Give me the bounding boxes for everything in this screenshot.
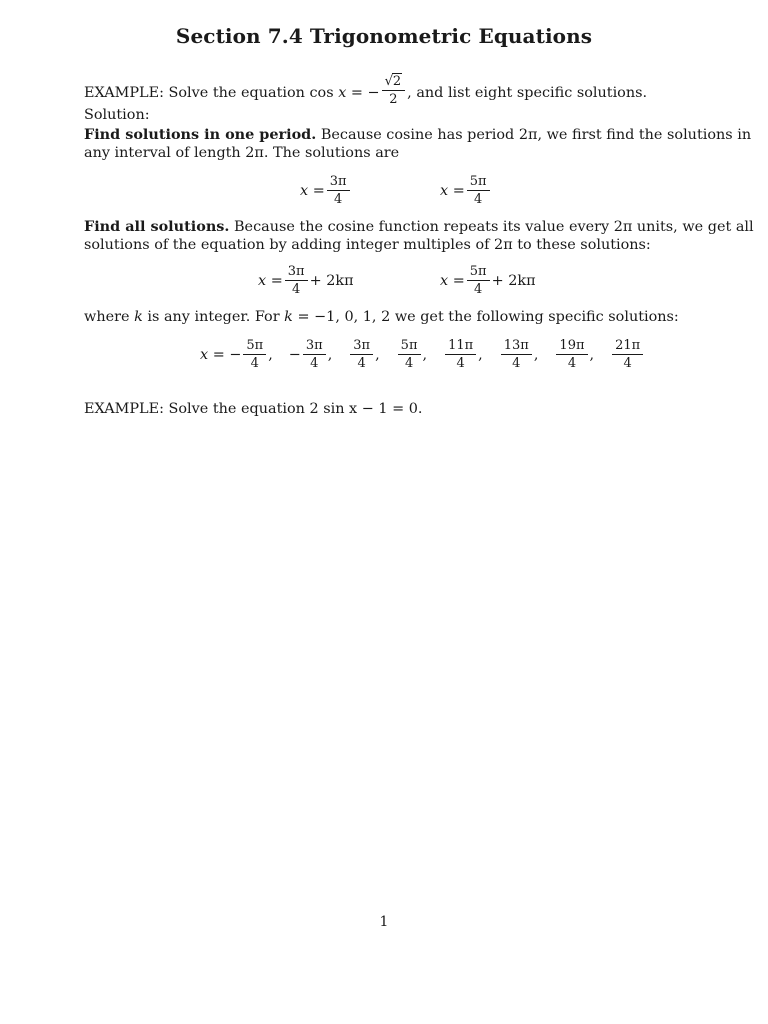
example-1-prefix: EXAMPLE: Solve the equation cos (84, 85, 334, 101)
solution-fraction (612, 338, 643, 371)
solution-fraction (556, 338, 587, 371)
solution-separator: , (589, 346, 595, 363)
fraction-numerator: 5π (467, 174, 490, 191)
fraction-denominator: 4 (474, 282, 483, 297)
fraction-denominator: 4 (404, 356, 414, 371)
k-var: k (284, 309, 293, 325)
period-solution-1 (300, 174, 352, 207)
fraction-denominator: 4 (512, 356, 521, 371)
fraction-denominator: 4 (334, 192, 343, 207)
period-solution-2 (440, 174, 492, 207)
solution-fraction (285, 264, 308, 297)
para-1-text-1: Because cosine has period 2π, we first find the solutions in (316, 127, 752, 143)
solution-fraction (243, 338, 266, 371)
solution-separator: , (327, 346, 333, 363)
fraction-denominator: 4 (310, 356, 319, 371)
specific-solution (396, 338, 427, 371)
where-text-part: is any integer. For (142, 309, 285, 325)
specific-solution (610, 338, 645, 371)
fraction-numerator: 3π (285, 264, 308, 281)
solution-separator: , (422, 346, 428, 363)
fraction-numerator: 13π (501, 338, 532, 355)
fraction-numerator: 5π (398, 338, 421, 355)
solution-separator: , (268, 346, 273, 363)
fraction-numerator: 21π (612, 338, 643, 355)
para-1-line-1 (84, 126, 752, 144)
para-1-line-2: any interval of length 2π. The solutions are (84, 145, 400, 161)
solution-lhs: x = (440, 182, 465, 199)
specific-solution (348, 338, 379, 371)
fraction-denominator: 2 (389, 92, 398, 107)
fraction-numerator: 5π (467, 264, 490, 281)
fraction-numerator: 3π (327, 174, 350, 191)
solution-fraction (350, 338, 373, 371)
specific-solution (443, 338, 483, 371)
specific-solution (241, 338, 272, 371)
fraction-denominator: 4 (623, 356, 632, 371)
fraction-denominator: 4 (456, 356, 465, 371)
sqrt-radicand: 2 (392, 74, 402, 89)
solution-sign: − (288, 346, 301, 363)
solution-separator: , (478, 346, 483, 363)
fraction-denominator: 4 (250, 356, 259, 371)
para-2-text-1: Because the cosine function repeats its value every 2π units, we get all (229, 219, 754, 235)
solution-lhs: x = (300, 182, 325, 199)
fraction-denominator: 4 (474, 192, 483, 207)
example-2: EXAMPLE: Solve the equation 2 sin x − 1 = 0. (84, 401, 423, 417)
solution-label: Solution: (84, 107, 150, 123)
where-text-part: = −1, 0, 1, 2 we get the following specific solutions: (292, 309, 679, 325)
example-1-var: x (338, 85, 347, 101)
fraction-numerator: 3π (350, 338, 373, 355)
solution-rhs: + 2kπ (491, 272, 536, 289)
fraction-numerator: 19π (556, 338, 587, 355)
example-1-equals: = − (350, 85, 380, 101)
specific-solutions (200, 338, 645, 371)
page-title: Section 7.4 Trigonometric Equations (175, 24, 593, 48)
general-solution-2 (440, 264, 536, 297)
para-2-heading: Find all solutions. (84, 218, 230, 235)
solution-lhs: x = (258, 272, 283, 289)
fraction-numerator: 3π (303, 338, 326, 355)
solution-fraction (467, 174, 490, 207)
solution-lhs: x = (440, 272, 465, 289)
specific-lhs: x = − (200, 346, 242, 363)
solution-separator: , (375, 346, 380, 363)
solution-fraction (303, 338, 326, 371)
page-number: 1 (379, 914, 389, 930)
k-var: k (134, 309, 143, 325)
fraction-denominator: 4 (357, 356, 366, 371)
para-2-line-1 (84, 218, 754, 236)
solution-fraction (445, 338, 476, 371)
solution-fraction (327, 174, 350, 207)
solution-fraction (467, 264, 490, 297)
specific-solution (289, 338, 332, 371)
para-2-line-2: solutions of the equation by adding integer multiples of 2π to these solutions: (84, 237, 651, 253)
solution-rhs: + 2kπ (309, 272, 354, 289)
example-1-suffix: , and list eight specific solutions. (407, 85, 648, 101)
specific-solution (554, 338, 594, 371)
specific-solution (499, 338, 539, 371)
fraction-numerator: 11π (445, 338, 476, 355)
fraction-denominator: 4 (292, 282, 301, 297)
solution-fraction (501, 338, 532, 371)
para-1-heading: Find solutions in one period. (84, 126, 317, 143)
solution-fraction (398, 338, 421, 371)
solution-separator: , (533, 346, 539, 363)
sqrt2-over-2-fraction (382, 73, 406, 107)
fraction-denominator: 4 (567, 356, 577, 371)
fraction-numerator: 5π (243, 338, 266, 355)
fraction-numerator: √2 (382, 73, 406, 91)
general-solution-1 (258, 264, 354, 297)
example-1 (84, 76, 708, 110)
where-text-part: where (84, 309, 135, 325)
where-k-line (84, 308, 708, 326)
